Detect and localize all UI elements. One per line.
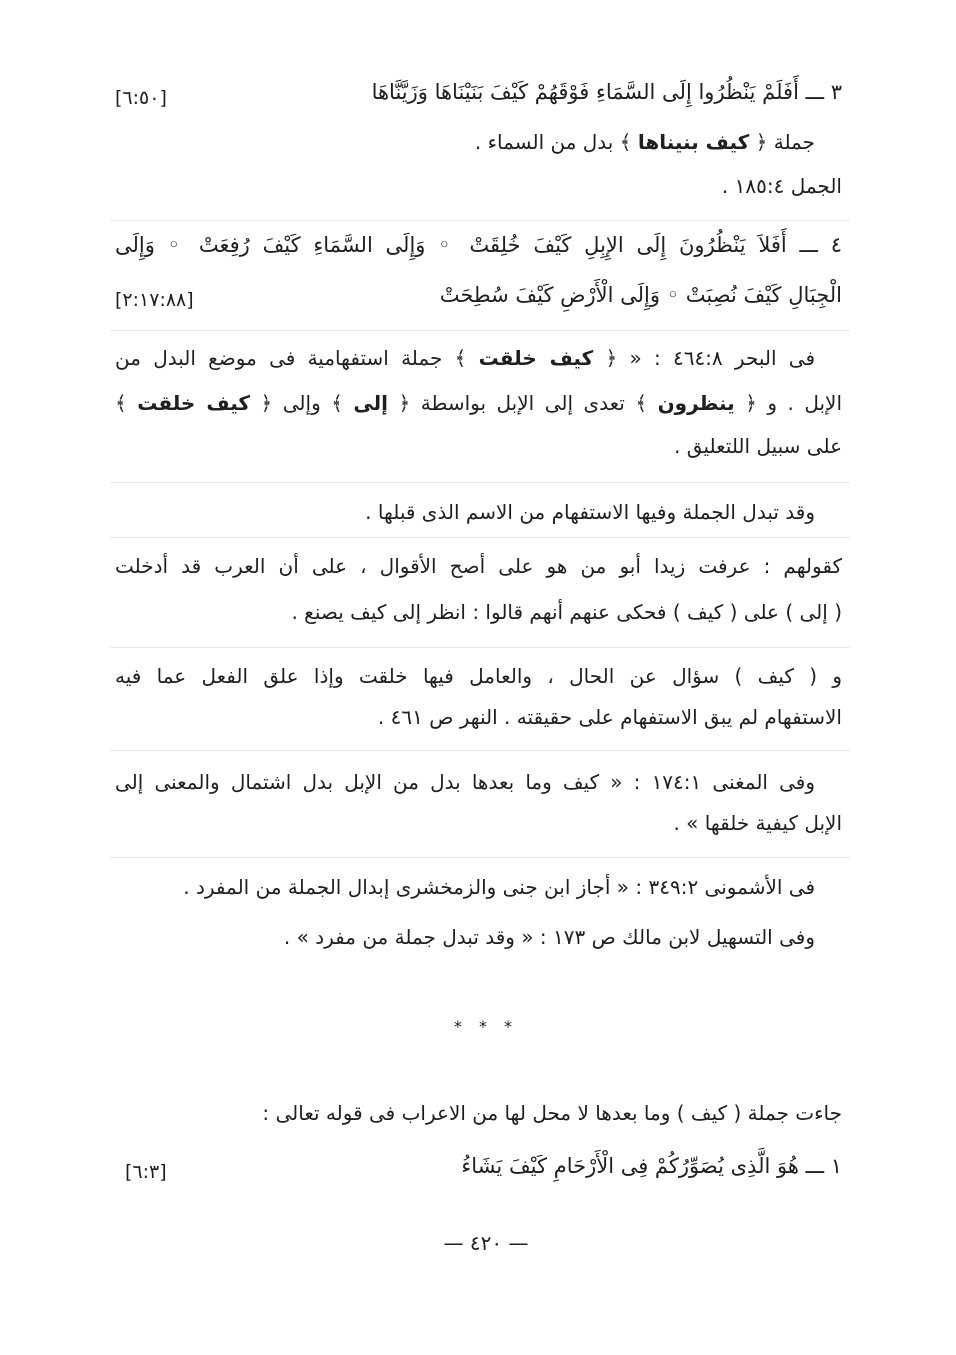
page-number: — ٤٢٠ — [443,1231,529,1255]
verse-4-line-2: الْجِبَالِ كَيْفَ نُصِبَتْ ◦ وَإِلَى الْأَرْضِ كَيْفَ سُطِحَتْ [439,283,842,307]
note-text: جملة ﴿ [755,130,815,154]
section-divider [110,857,850,858]
nahr-note-line-2: الاستفهام لم يبق الاستفهام على حقيقته . النهر ص ٤٦١ . [377,705,842,729]
verse-4-reference: [٢:١٧:٨٨] [115,289,194,311]
verse-1-text: ١ ـــ هُوَ الَّذِى يُصَوِّرُكُمْ فِى الْأَرْحَامِ كَيْفَ يَشَاءُ [461,1154,842,1178]
verse-3-reference: [٦:٥٠] [115,87,167,109]
note-bold-phrase: كيف خلقت [137,391,251,415]
nahr-note-line-1: و ( كيف ) سؤال عن الحال ، والعامل فيها خلقت وإذا علق الفعل عما فيه [115,664,842,688]
note-text: ﴾ وإلى ﴿ [260,391,343,415]
section-divider [110,647,850,648]
interrogative-note: وقد تبدل الجملة وفيها الاستفهام من الاسم الذى قبلها . [365,500,815,524]
note-text: ﴾ تعدى إلى الإبل بواسطة ﴿ [398,391,648,415]
example-note-line-1: كقولهم : عرفت زيدا أبو من هو على أصح الأقوال ، على أن العرب قد أدخلت [115,554,842,578]
verse-1-reference: [٦:٣] [125,1161,167,1183]
tashil-note-line: وفى التسهيل لابن مالك ص ١٧٣ : « وقد تبدل جملة من مفرد » . [283,925,815,949]
verse-3-source: الجمل ١٨٥:٤ . [721,174,842,198]
section-divider [110,220,850,221]
mughni-note-line-1: وفى المغنى ١٧٤:١ : « كيف وما بعدها بدل من الإبل بدل اشتمال والمعنى إلى [115,770,816,794]
note-text: ﴾ بدل من السماء . [474,130,632,154]
verse-3-text: ٣ ـــ أَفَلَمْ يَنْظُرُوا إِلَى السَّمَاءِ فَوْقَهُمْ كَيْفَ بَنَيْنَاهَا وَزَيَّنَّاهَا [371,80,842,104]
bahr-note-line-2 [115,383,842,423]
example-note-line-2: ( إلى ) على ( كيف ) فحكى عنهم أنهم قالوا : انظر إلى كيف يصنع . [291,600,842,624]
bahr-note-line-1 [115,338,815,378]
note-bold-phrase: ينظرون [657,391,735,415]
note-text: ﴾ جملة استفهامية فى موضع البدل من [115,346,467,370]
no-position-intro: جاءت جملة ( كيف ) وما بعدها لا محل لها من الاعراب فى قوله تعالى : [262,1101,842,1125]
note-text: ﴾ [115,391,127,415]
section-divider [110,330,850,331]
section-separator: * * * [453,1017,519,1036]
note-bold-phrase: إلى [353,391,389,415]
note-bold-phrase: كيف خلقت [478,346,594,370]
section-divider [110,482,850,483]
bahr-note-line-3: على سبيل اللتعليق . [674,434,842,458]
verse-3-note [115,122,815,162]
note-text: الإبل . و ﴿ [745,391,843,415]
mughni-note-line-2: الإبل كيفية خلقها » . [673,811,842,835]
ushmuni-note-line-1: فى الأشمونى ٣٤٩:٢ : « أجاز ابن جنى والزمخشرى إبدال الجملة من المفرد . [183,875,815,899]
section-divider [110,537,850,538]
verse-4-line-1: ٤ ـــ أَفَلاَ يَنْظُرُونَ إِلَى الإِبِلِ كَيْفَ خُلِقَتْ ◦ وَإِلَى السَّمَاءِ كَيْفَ رُفِعَتْ ◦ وَإِلَى [115,233,842,257]
note-text: فى البحر ٤٦٤:٨ : « ﴿ [605,346,816,370]
section-divider [110,750,850,751]
note-bold-phrase: كيف بنيناها [637,130,750,154]
